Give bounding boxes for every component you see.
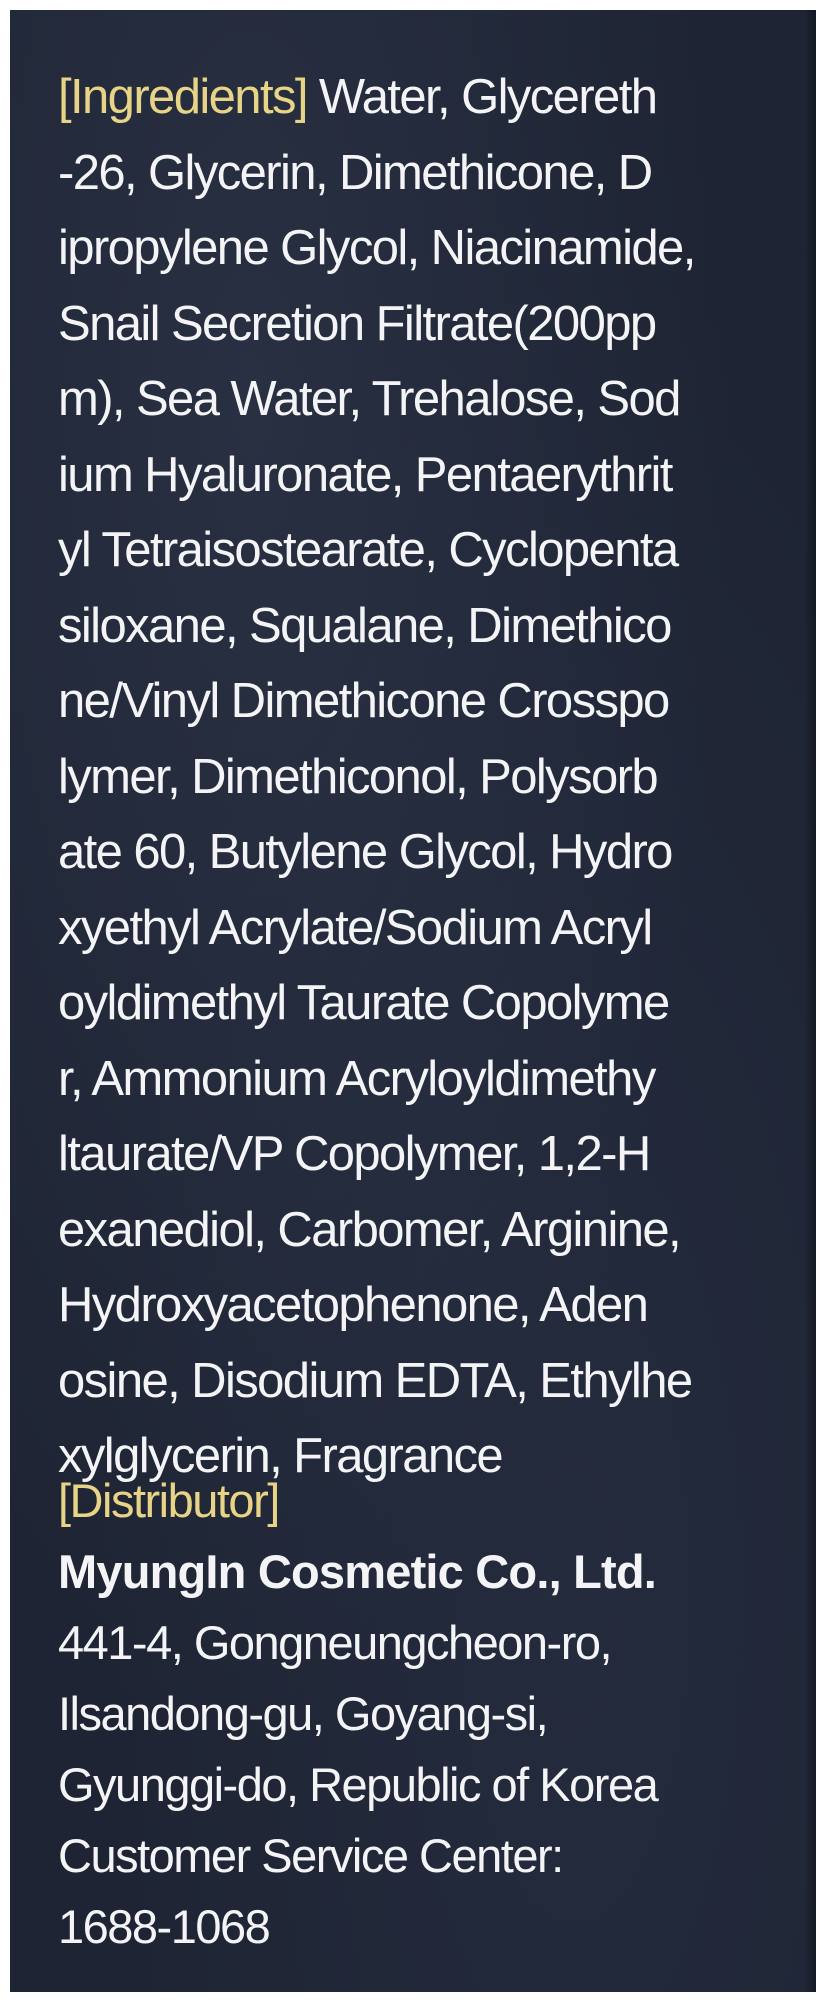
ingredients-heading: [Ingredients]	[58, 70, 307, 124]
distributor-heading: [Distributor]	[58, 1474, 279, 1527]
ingredients-line: ate 60, Butylene Glycol, Hydro	[58, 825, 672, 879]
ingredients-line: exanediol, Carbomer, Arginine,	[58, 1202, 681, 1257]
ingredients-line: oyldimethyl Taurate Copolyme	[58, 976, 669, 1030]
customer-service-phone: 1688-1068	[58, 1900, 270, 1953]
customer-service-label: Customer Service Center:	[58, 1829, 563, 1882]
distributor-address-line: Gyunggi-do, Republic of Korea	[58, 1758, 658, 1811]
ingredients-line: siloxane, Squalane, Dimethico	[58, 598, 671, 653]
ingredients-line: ipropylene Glycol, Niacinamide,	[58, 221, 695, 275]
distributor-company-name: MyungIn Cosmetic Co., Ltd.	[58, 1545, 657, 1598]
ingredients-line: lymer, Dimethiconol, Polysorb	[58, 749, 657, 804]
ingredients-line: Snail Secretion Filtrate(200pp	[58, 296, 656, 351]
ingredients-line: -26, Glycerin, Dimethicone, D	[58, 145, 652, 200]
ingredients-line	[58, 60, 802, 136]
ingredients-text: Water, Glycereth	[306, 70, 657, 124]
distributor-address-line: 441-4, Gongneungcheon-ro,	[58, 1616, 612, 1669]
distributor-section	[58, 1465, 802, 1962]
ingredients-line: Hydroxyacetophenone, Aden	[58, 1278, 648, 1332]
ingredients-line: yl Tetraisostearate, Cyclopenta	[58, 523, 678, 577]
ingredients-line: xyethyl Acrylate/Sodium Acryl	[58, 900, 652, 955]
ingredients-line: r, Ammonium Acryloyldimethy	[58, 1051, 655, 1106]
ingredients-section	[58, 60, 802, 1495]
ingredients-line: osine, Disodium EDTA, Ethylhe	[58, 1353, 692, 1408]
ingredients-line: ne/Vinyl Dimethicone Crosspo	[58, 674, 669, 728]
product-label-panel	[10, 10, 816, 1992]
distributor-address-line: Ilsandong-gu, Goyang-si,	[58, 1687, 548, 1740]
ingredients-line: ltaurate/VP Copolymer, 1,2-H	[58, 1127, 650, 1181]
ingredients-line: m), Sea Water, Trehalose, Sod	[58, 372, 680, 426]
ingredients-line: ium Hyaluronate, Pentaerythrit	[58, 447, 672, 502]
ingredients-line: xylglycerin, Fragrance	[58, 1429, 503, 1483]
